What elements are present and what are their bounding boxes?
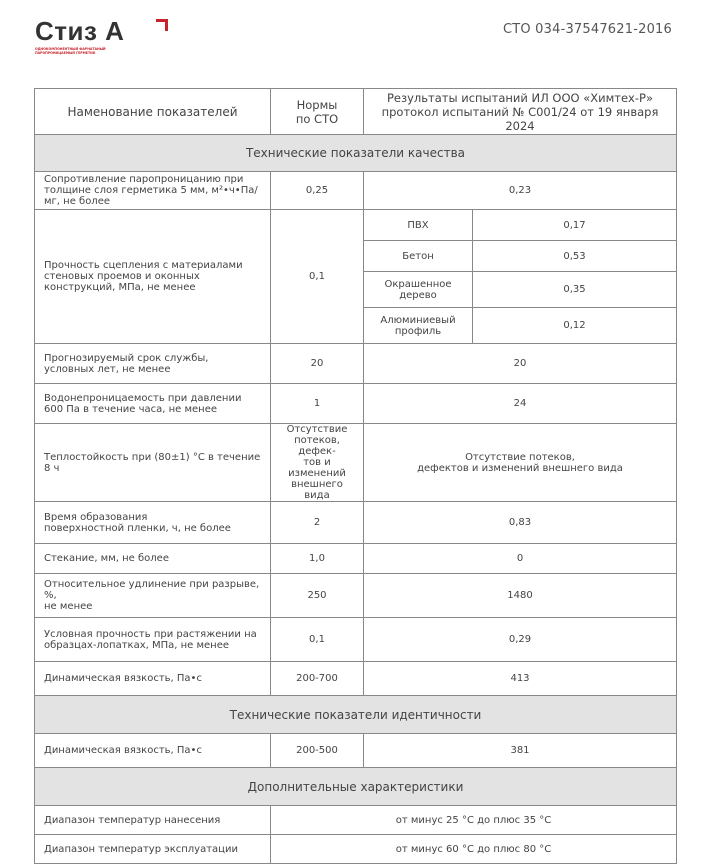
table-row	[35, 544, 677, 574]
norm-value: 0,1	[271, 210, 364, 344]
result-value: 0,17	[473, 210, 677, 241]
indicator-name: Динамическая вязкость, Па•с	[35, 662, 271, 696]
table-row	[35, 734, 677, 768]
norm-value: 200-700	[271, 662, 364, 696]
table-row	[35, 424, 677, 502]
result-value: 1480	[364, 574, 677, 618]
result-value: 20	[364, 344, 677, 384]
table-row	[35, 806, 677, 835]
norm-value: 0,25	[271, 172, 364, 210]
norm-value: 20	[271, 344, 364, 384]
material-name: Алюминиевый профиль	[364, 308, 473, 344]
logo-subtitle: ОДНОКОМПОНЕНТНЫЙ ФАРНАТАНЫЙ ПАРОПРОНИЦАЕМЫЙ ГЕРМЕТИК	[35, 47, 106, 55]
result-value: 0,35	[473, 272, 677, 308]
result-value: от минус 25 °С до плюс 35 °С	[271, 806, 677, 835]
result-value: 0,23	[364, 172, 677, 210]
norm-value: 2	[271, 502, 364, 544]
indicator-name: Теплостойкость при (80±1) °С в течение 8 ч	[35, 424, 271, 502]
table-row	[35, 835, 677, 864]
table-row	[35, 502, 677, 544]
table-row	[35, 696, 677, 734]
logo-text: Стиз А	[35, 16, 125, 46]
document-code: СТО 034-37547621-2016	[502, 22, 672, 37]
logo-corner-mark-icon	[155, 18, 169, 32]
norm-value: 1,0	[271, 544, 364, 574]
table-row	[35, 210, 677, 241]
table-row	[35, 384, 677, 424]
norm-value: Отсутствие потеков, дефек- тов и изменений внешнего вида	[271, 424, 364, 502]
table-row	[35, 768, 677, 806]
column-header-name: Наменование показателей	[35, 89, 271, 135]
result-value: Отсутствие потеков, дефектов и изменений внешнего вида	[364, 424, 677, 502]
indicator-name: Диапазон температур эксплуатации	[35, 835, 271, 864]
material-name: Окрашенное дерево	[364, 272, 473, 308]
result-value: 0,53	[473, 241, 677, 272]
table-row	[35, 618, 677, 662]
material-name: ПВХ	[364, 210, 473, 241]
norm-value: 0,1	[271, 618, 364, 662]
spec-table	[34, 88, 677, 864]
material-name: Бетон	[364, 241, 473, 272]
norm-value: 1	[271, 384, 364, 424]
norm-value: 250	[271, 574, 364, 618]
table-row	[35, 662, 677, 696]
result-value: 24	[364, 384, 677, 424]
indicator-name: Прогнозируемый срок службы, условных лет, не менее	[35, 344, 271, 384]
result-value: 0,29	[364, 618, 677, 662]
table-row	[35, 89, 677, 135]
norm-value: 200-500	[271, 734, 364, 768]
indicator-name: Динамическая вязкость, Па•с	[35, 734, 271, 768]
result-value: 0,83	[364, 502, 677, 544]
result-value: 413	[364, 662, 677, 696]
brand-logo	[35, 16, 165, 61]
indicator-name: Диапазон температур нанесения	[35, 806, 271, 835]
table-row	[35, 574, 677, 618]
indicator-name: Условная прочность при растяжении на образцах-лопатках, МПа, не менее	[35, 618, 271, 662]
section-header-quality: Технические показатели качества	[35, 135, 677, 172]
column-header-results: Результаты испытаний ИЛ ООО «Химтех-Р» протокол испытаний № С001/24 от 19 января 2024	[364, 89, 677, 135]
indicator-name: Прочность сцепления с материалами стеновых проемов и оконных конструкций, МПа, не менее	[35, 210, 271, 344]
result-value: 0	[364, 544, 677, 574]
indicator-name: Стекание, мм, не более	[35, 544, 271, 574]
table-row	[35, 135, 677, 172]
table-row	[35, 172, 677, 210]
indicator-name: Водонепроницаемость при давлении 600 Па в течение часа, не менее	[35, 384, 271, 424]
indicator-name: Время образования поверхностной пленки, ч, не более	[35, 502, 271, 544]
table-row	[35, 344, 677, 384]
column-header-norm: Нормы по СТО	[271, 89, 364, 135]
result-value: 381	[364, 734, 677, 768]
section-header-additional: Дополнительные характеристики	[35, 768, 677, 806]
indicator-name: Относительное удлинение при разрыве, %, не менее	[35, 574, 271, 618]
result-value: 0,12	[473, 308, 677, 344]
result-value: от минус 60 °С до плюс 80 °С	[271, 835, 677, 864]
indicator-name: Сопротивление паропроницанию при толщине слоя герметика 5 мм, м²•ч•Па/мг, не более	[35, 172, 271, 210]
section-header-identity: Технические показатели идентичности	[35, 696, 677, 734]
